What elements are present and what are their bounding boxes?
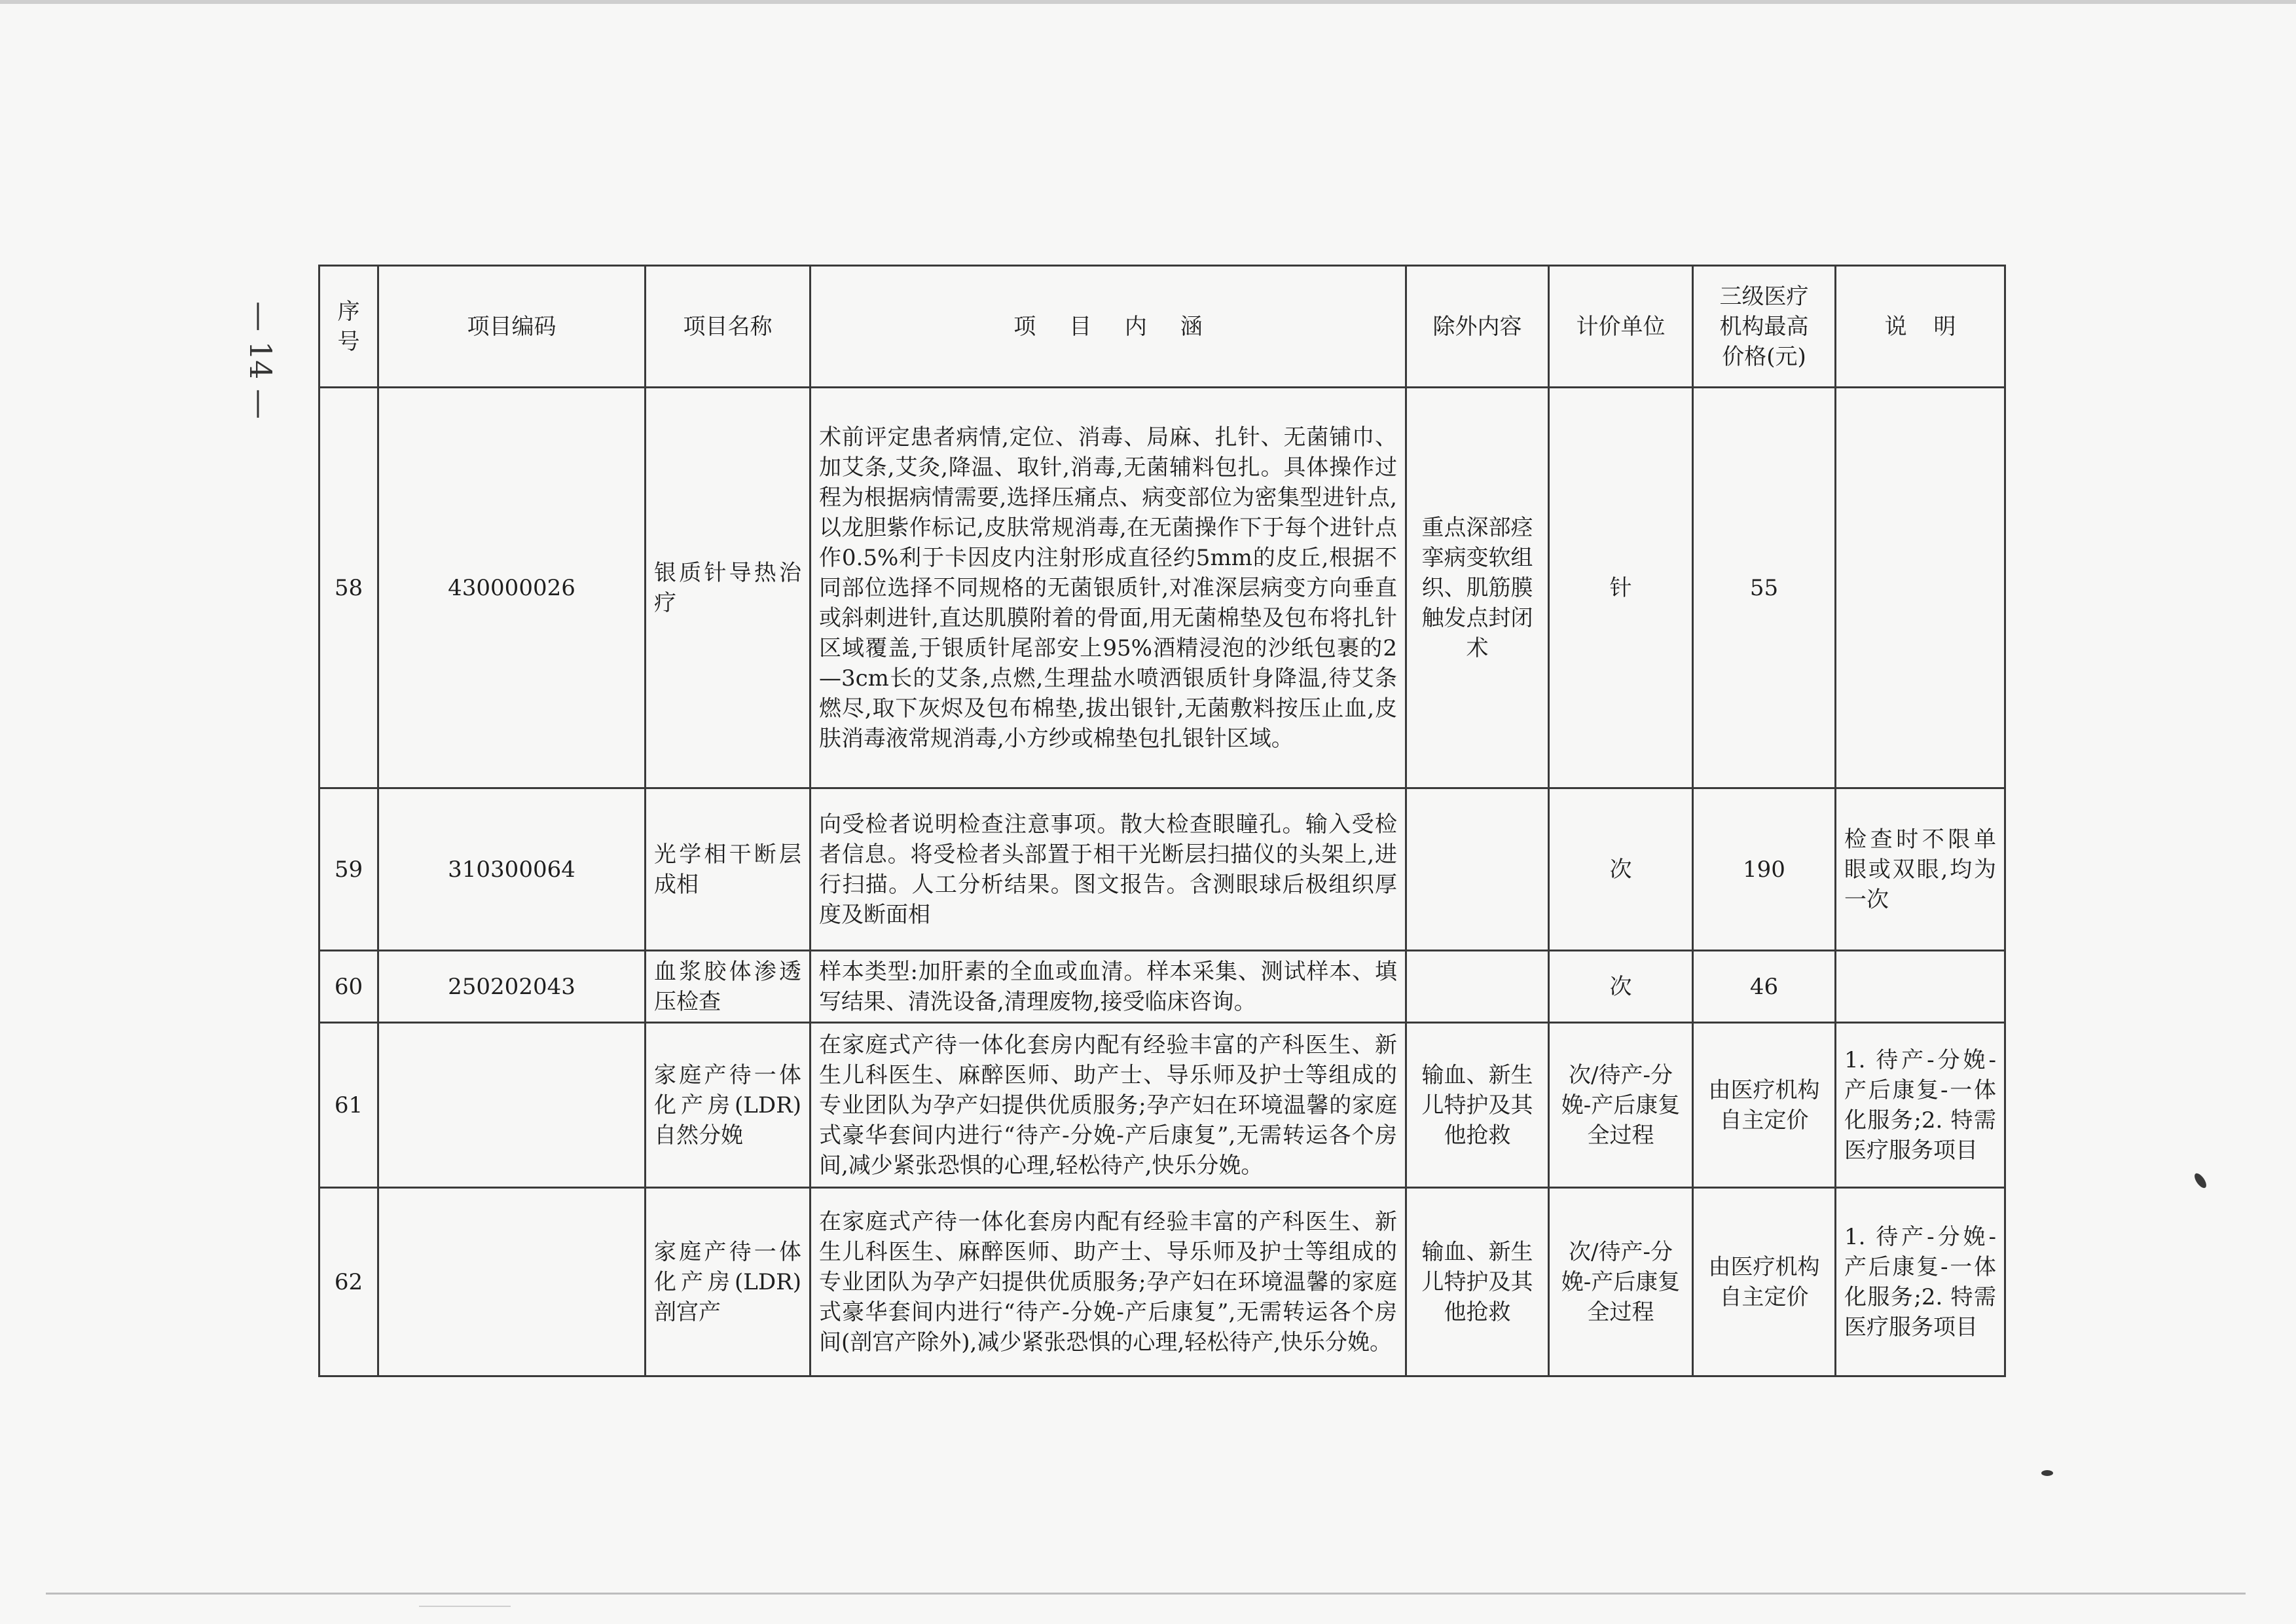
cell-name: 家庭产待一体化产房(LDR)自然分娩 — [646, 1023, 811, 1188]
header-seq: 序号 — [319, 266, 378, 388]
table-row — [319, 388, 2005, 788]
scan-speck — [2041, 1470, 2053, 1476]
cell-unit: 次/待产-分娩-产后康复全过程 — [1549, 1023, 1693, 1188]
header-unit: 计价单位 — [1549, 266, 1693, 388]
cell-code: 250202043 — [378, 951, 646, 1023]
cell-seq: 59 — [319, 788, 378, 951]
cell-name: 光学相干断层成相 — [646, 788, 811, 951]
cell-price: 190 — [1693, 788, 1836, 951]
cell-name: 家庭产待一体化产房(LDR)剖宫产 — [646, 1188, 811, 1376]
cell-content: 样本类型:加肝素的全血或血清。样本采集、测试样本、填写结果、清洗设备,清理废物,接受临床咨询。 — [811, 951, 1406, 1023]
cell-price: 55 — [1693, 388, 1836, 788]
price-table — [318, 265, 2006, 1377]
table-row — [319, 788, 2005, 951]
cell-unit: 次 — [1549, 788, 1693, 951]
cell-note: 1. 待产-分娩-产后康复-一体化服务;2. 特需医疗服务项目 — [1836, 1188, 2005, 1376]
cell-note — [1836, 388, 2005, 788]
top-edge-line — [0, 0, 2296, 4]
header-note: 说 明 — [1836, 266, 2005, 388]
header-code: 项目编码 — [378, 266, 646, 388]
cell-content: 术前评定患者病情,定位、消毒、局麻、扎针、无菌铺巾、加艾条,艾灸,降温、取针,消毒,无菌辅料包扎。具体操作过程为根据病情需要,选择压痛点、病变部位为密集型进针点,以龙胆紫作标记,皮肤常规消毒,在无菌操作下于每个进针点作0.5%利于卡因皮内注射形成直径约5mm的皮丘,根据不同部位选择不同规格的无菌银质针,对准深层病变方向垂直或斜刺进针,直达肌膜附着的骨面,用无菌棉垫及包布将扎针区域覆盖,于银质针尾部安上95%酒精浸泡的沙纸包裹的2—3cm长的艾条,点燃,生理盐水喷洒银质针身降温,待艾条燃尽,取下灰烬及包布棉垫,拔出银针,无菌敷料按压止血,皮肤消毒液常规消毒,小方纱或棉垫包扎银针区域。 — [811, 388, 1406, 788]
cell-excluded: 输血、新生儿特护及其他抢救 — [1406, 1188, 1549, 1376]
cell-price: 由医疗机构自主定价 — [1693, 1188, 1836, 1376]
table-row — [319, 951, 2005, 1023]
header-row — [319, 266, 2005, 388]
cell-unit: 针 — [1549, 388, 1693, 788]
page-number — [241, 301, 280, 419]
cell-name: 血浆胶体渗透压检查 — [646, 951, 811, 1023]
cell-code: 430000026 — [378, 388, 646, 788]
cell-seq: 60 — [319, 951, 378, 1023]
table-row — [319, 1188, 2005, 1376]
cell-code — [378, 1023, 646, 1188]
cell-content: 在家庭式产待一体化套房内配有经验丰富的产科医生、新生儿科医生、麻醉医师、助产士、导乐师及护士等组成的专业团队为孕产妇提供优质服务;孕产妇在环境温馨的家庭式豪华套间内进行“待产-分娩-产后康复”,无需转运各个房间,减少紧张恐惧的心理,轻松待产,快乐分娩。 — [811, 1023, 1406, 1188]
cell-name: 银质针导热治疗 — [646, 388, 811, 788]
header-content: 项 目 内 涵 — [811, 266, 1406, 388]
bottom-edge-mark — [419, 1606, 511, 1607]
cell-code: 310300064 — [378, 788, 646, 951]
cell-note — [1836, 951, 2005, 1023]
cell-seq: 58 — [319, 388, 378, 788]
cell-note: 1. 待产-分娩-产后康复-一体化服务;2. 特需医疗服务项目 — [1836, 1023, 2005, 1188]
header-price: 三级医疗机构最高价格(元) — [1693, 266, 1836, 388]
scan-speck — [2193, 1172, 2209, 1190]
cell-note: 检查时不限单眼或双眼,均为一次 — [1836, 788, 2005, 951]
bottom-edge-line — [46, 1593, 2246, 1595]
cell-content: 在家庭式产待一体化套房内配有经验丰富的产科医生、新生儿科医生、麻醉医师、助产士、导乐师及护士等组成的专业团队为孕产妇提供优质服务;孕产妇在环境温馨的家庭式豪华套间内进行“待产-分娩-产后康复”,无需转运各个房间(剖宫产除外),减少紧张恐惧的心理,轻松待产,快乐分娩。 — [811, 1188, 1406, 1376]
cell-content: 向受检者说明检查注意事项。散大检查眼瞳孔。输入受检者信息。将受检者头部置于相干光断层扫描仪的头架上,进行扫描。人工分析结果。图文报告。含测眼球后极组织厚度及断面相 — [811, 788, 1406, 951]
cell-seq: 61 — [319, 1023, 378, 1188]
header-excluded: 除外内容 — [1406, 266, 1549, 388]
table-row — [319, 1023, 2005, 1188]
cell-price: 46 — [1693, 951, 1836, 1023]
cell-seq: 62 — [319, 1188, 378, 1376]
page-number-text: — 14 — — [243, 301, 278, 419]
cell-excluded — [1406, 788, 1549, 951]
cell-excluded: 重点深部痉挛病变软组织、肌筋膜触发点封闭术 — [1406, 388, 1549, 788]
cell-code — [378, 1188, 646, 1376]
header-name: 项目名称 — [646, 266, 811, 388]
cell-excluded — [1406, 951, 1549, 1023]
cell-excluded: 输血、新生儿特护及其他抢救 — [1406, 1023, 1549, 1188]
cell-price: 由医疗机构自主定价 — [1693, 1023, 1836, 1188]
cell-unit: 次/待产-分娩-产后康复全过程 — [1549, 1188, 1693, 1376]
cell-unit: 次 — [1549, 951, 1693, 1023]
